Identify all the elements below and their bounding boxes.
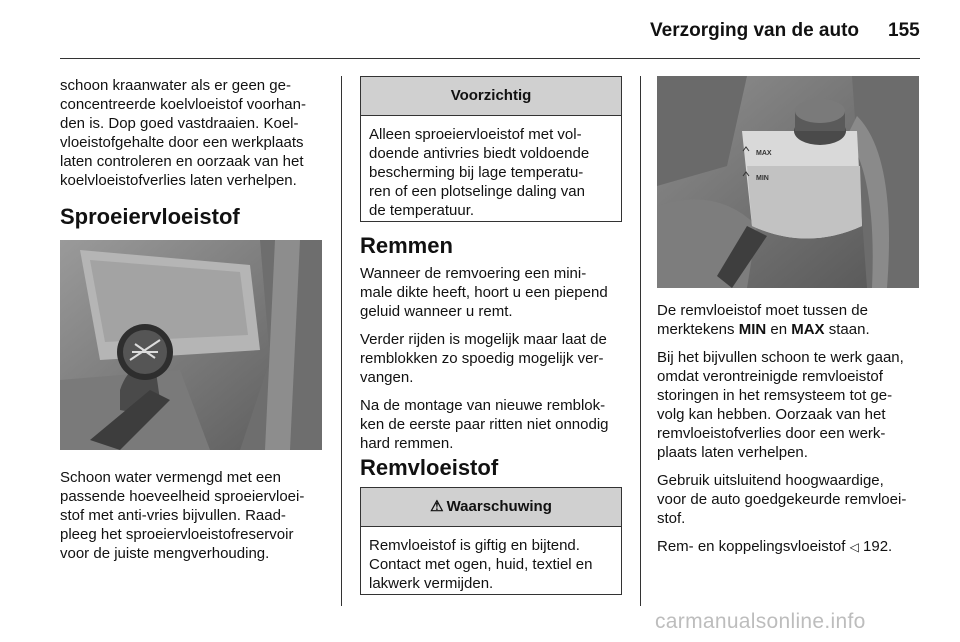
max-mark-label: MAX (756, 150, 772, 157)
text-line: vloeistofgehalte door een werkplaats (60, 134, 304, 151)
text-line: concentreerde koelvloeistof voorhan- (60, 96, 306, 113)
text-line: plaats laten verhelpen. (657, 444, 808, 461)
text-line: Alleen sproeiervloeistof met vol- (369, 126, 582, 143)
min-mark-text: MIN (738, 321, 767, 338)
remmen-paragraph-2 (360, 330, 628, 387)
text-line: pleeg het sproeiervloeistofreservoir (60, 526, 294, 543)
heading-remvloeistof: Remvloeistof (360, 455, 499, 480)
text-line: lakwerk vermijden. (369, 575, 494, 592)
text-line: Gebruik uitsluitend hoogwaardige, (657, 472, 884, 489)
column-3-text (657, 301, 942, 566)
warning-triangle-icon: ⚠ (430, 498, 444, 515)
text-line: de temperatuur. (369, 202, 475, 219)
text-span: en (766, 321, 792, 338)
text-line: geluid wanneer u remt. (360, 303, 513, 320)
remvloeistof-paragraph-3 (657, 471, 942, 528)
brake-fluid-reservoir-photo (657, 76, 919, 288)
text-line: schoon kraanwater als er geen ge- (60, 77, 291, 94)
text-line: Schoon water vermengd met een (60, 469, 281, 486)
text-line: volg kan hebben. Oorzaak van het (657, 406, 886, 423)
text-span: staan. (824, 321, 870, 338)
text-line: voor de auto goedgekeurde remvloei- (657, 491, 907, 508)
caption-paragraph (60, 468, 335, 563)
column-divider-1 (341, 76, 342, 606)
text-line: male dikte heeft, hoort u een piepend (360, 284, 608, 301)
text-line: laten controleren en oorzaak van het (60, 153, 304, 170)
text-line: omdat verontreinigde remvloeistof (657, 368, 883, 385)
brake-fluid-reservoir-illustration (657, 76, 919, 288)
remvloeistof-paragraph-4 (657, 537, 942, 557)
max-mark-text: MAX (791, 321, 825, 338)
text-line: passende hoeveelheid sproeiervloei- (60, 488, 305, 505)
footer-watermark[interactable]: carmanualsonline.info (655, 610, 866, 633)
text-line: Bij het bijvullen schoon te werk gaan, (657, 349, 904, 366)
remvloeistof-paragraph-2 (657, 348, 942, 462)
warning-box-header (361, 488, 621, 527)
caution-box-body (361, 116, 621, 229)
text-line: Contact met ogen, huid, textiel en (369, 556, 593, 573)
text-line: ken de eerste paar ritten niet onnodig (360, 416, 609, 433)
text-line: den is. Dop goed vastdraaien. Koel- (60, 115, 299, 132)
text-line: stof. (657, 510, 686, 527)
header-rule (60, 58, 920, 59)
page-number: 155 (888, 20, 920, 41)
text-line: koelvloeistofverlies laten verhelpen. (60, 172, 297, 189)
text-line: remblokken zo spoedig mogelijk ver- (360, 350, 604, 367)
text-line: bescherming bij lage temperatu- (369, 164, 584, 181)
intro-paragraph (60, 76, 330, 190)
heading-sproeiervloeistof: Sproeiervloeistof (60, 204, 240, 229)
warning-box-body (361, 527, 621, 602)
text-line: doende antivries biedt voldoende (369, 145, 590, 162)
remmen-paragraph-3 (360, 396, 628, 453)
warning-box-title: Waarschuwing (446, 498, 552, 515)
remmen-paragraph-1 (360, 264, 628, 321)
text-line: Verder rijden is mogelijk maar laat de (360, 331, 607, 348)
column-divider-2 (640, 76, 641, 606)
page-ref-link[interactable]: 192. (858, 538, 893, 555)
text-line: storingen in het remsysteem tot ge- (657, 387, 893, 404)
text-line: Na de montage van nieuwe remblok- (360, 397, 606, 414)
page-ref-arrow-icon[interactable]: ◁ (849, 540, 859, 554)
text-line: ren of een plotselinge daling van (369, 183, 585, 200)
text-line: hard remmen. (360, 435, 454, 452)
text-line: stof met anti-vries bijvullen. Raad- (60, 507, 286, 524)
washer-reservoir-illustration (60, 240, 322, 450)
min-mark-label: MIN (756, 175, 769, 182)
text-line: vangen. (360, 369, 414, 386)
washer-reservoir-photo (60, 240, 322, 450)
page-header-title: Verzorging van de auto (650, 20, 860, 41)
text-line (657, 320, 942, 339)
warning-box (360, 487, 622, 595)
caution-box-title: Voorzichtig (361, 77, 621, 116)
text-span: Rem- en koppelingsvloeistof (657, 538, 850, 555)
text-span: merktekens (657, 321, 739, 338)
column-1 (60, 76, 330, 190)
text-line: Wanneer de remvoering een mini- (360, 265, 587, 282)
remmen-text (360, 264, 628, 462)
text-line: voor de juiste mengverhouding. (60, 545, 270, 562)
text-line: Remvloeistof is giftig en bijtend. (369, 537, 580, 554)
text-line: De remvloeistof moet tussen de (657, 302, 868, 319)
heading-remmen: Remmen (360, 233, 453, 258)
caution-box (360, 76, 622, 222)
text-line: remvloeistofverlies door een werk- (657, 425, 886, 442)
remvloeistof-paragraph-1 (657, 301, 942, 339)
